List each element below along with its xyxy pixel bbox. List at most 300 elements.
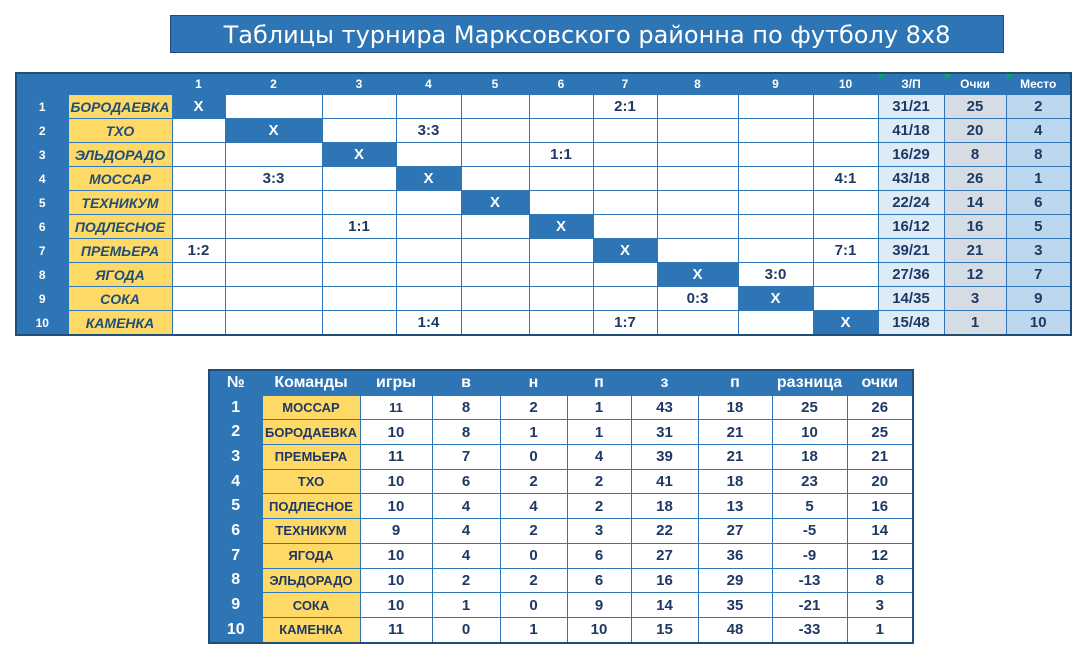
- standings-cell: 16: [847, 494, 913, 519]
- standings-cell: 11: [360, 395, 432, 420]
- cross-result-cell: 1:1: [322, 215, 396, 239]
- cross-result-cell: 3:3: [225, 167, 322, 191]
- standings-cell: -9: [772, 543, 847, 568]
- standings-cell: 1: [567, 395, 631, 420]
- cross-result-cell: [657, 239, 738, 263]
- cross-result-cell: [813, 95, 878, 119]
- cross-result-cell: 2:1: [593, 95, 657, 119]
- standings-cell: 0: [432, 617, 500, 642]
- standings-row: [209, 543, 913, 568]
- cross-place-cell: 8: [1006, 143, 1071, 167]
- cross-result-cell: [593, 191, 657, 215]
- standings-header-cell: очки: [847, 370, 913, 395]
- cross-result-cell: [225, 311, 322, 336]
- standings-header-cell: п: [698, 370, 772, 395]
- cross-diagonal-cell: X: [461, 191, 529, 215]
- cross-points-cell: 25: [944, 95, 1006, 119]
- standings-row: [209, 593, 913, 618]
- standings-cell: 21: [847, 445, 913, 470]
- cross-result-cell: [172, 287, 225, 311]
- cross-result-cell: [225, 287, 322, 311]
- cross-result-cell: [396, 239, 461, 263]
- cross-result-cell: [529, 287, 593, 311]
- cross-result-cell: [657, 311, 738, 336]
- cross-result-cell: [396, 287, 461, 311]
- standings-cell: 27: [698, 519, 772, 544]
- standings-cell: 2: [432, 568, 500, 593]
- cross-result-cell: [322, 311, 396, 336]
- standings-cell: 29: [698, 568, 772, 593]
- standings-team-name: ЭЛЬДОРАДО: [262, 568, 360, 593]
- cross-goals-cell: 16/12: [878, 215, 944, 239]
- cross-result-cell: [657, 191, 738, 215]
- cross-result-cell: [657, 143, 738, 167]
- cross-result-cell: [396, 95, 461, 119]
- standings-row: [209, 395, 913, 420]
- standings-team-name: ПРЕМЬЕРА: [262, 445, 360, 470]
- cross-result-cell: [322, 119, 396, 143]
- standings-cell: 21: [698, 420, 772, 445]
- standings-cell: 3: [567, 519, 631, 544]
- standings-cell: 2: [500, 395, 567, 420]
- cross-goals-cell: 31/21: [878, 95, 944, 119]
- cross-place-cell: 4: [1006, 119, 1071, 143]
- cross-result-cell: [172, 191, 225, 215]
- standings-cell: -5: [772, 519, 847, 544]
- cross-result-cell: [738, 119, 813, 143]
- cross-header-col-5: 5: [461, 73, 529, 95]
- cross-result-cell: [657, 119, 738, 143]
- cross-result-cell: [813, 191, 878, 215]
- standings-header-cell: в: [432, 370, 500, 395]
- standings-cell: 10: [360, 593, 432, 618]
- standings-cell: 1: [567, 420, 631, 445]
- standings-cell: 6: [567, 568, 631, 593]
- standings-team-name: ПОДЛЕСНОЕ: [262, 494, 360, 519]
- cross-result-cell: [396, 263, 461, 287]
- cross-header-col-8: 8: [657, 73, 738, 95]
- cross-diagonal-cell: X: [813, 311, 878, 336]
- standings-cell: 8: [432, 420, 500, 445]
- cross-diagonal-cell: X: [396, 167, 461, 191]
- cross-row: [16, 311, 1071, 336]
- cross-result-cell: [322, 191, 396, 215]
- cross-result-cell: 0:3: [657, 287, 738, 311]
- standings-cell: 13: [698, 494, 772, 519]
- standings-cell: 48: [698, 617, 772, 642]
- cross-header-goals: З/П: [878, 73, 944, 95]
- standings-team-name: ЯГОДА: [262, 543, 360, 568]
- cross-result-cell: [396, 143, 461, 167]
- standings-team-name: КАМЕНКА: [262, 617, 360, 642]
- cross-result-cell: 3:3: [396, 119, 461, 143]
- cross-result-cell: [322, 167, 396, 191]
- cross-result-cell: [738, 239, 813, 263]
- cross-diagonal-cell: X: [738, 287, 813, 311]
- cross-header-blank: [68, 73, 172, 95]
- standings-cell: 18: [631, 494, 698, 519]
- cross-place-cell: 1: [1006, 167, 1071, 191]
- standings-cell: 10: [360, 568, 432, 593]
- page-title: Таблицы турнира Марксовского районна по футболу 8x8: [170, 15, 1004, 53]
- cross-header-col-2: 2: [225, 73, 322, 95]
- cross-result-cell: [461, 167, 529, 191]
- cross-goals-cell: 39/21: [878, 239, 944, 263]
- standings-cell: 0: [500, 543, 567, 568]
- cross-team-name: ТЕХНИКУМ: [68, 191, 172, 215]
- standings-cell: 1: [847, 617, 913, 642]
- standings-cell: 25: [847, 420, 913, 445]
- cross-team-name: КАМЕНКА: [68, 311, 172, 336]
- cross-result-cell: [396, 191, 461, 215]
- standings-cell: 8: [432, 395, 500, 420]
- cross-result-cell: [529, 239, 593, 263]
- standings-cell: 23: [772, 469, 847, 494]
- standings-header-cell: з: [631, 370, 698, 395]
- cross-result-cell: [813, 215, 878, 239]
- standings-cell: -13: [772, 568, 847, 593]
- standings-cell: 11: [360, 617, 432, 642]
- standings-row: [209, 494, 913, 519]
- cross-result-cell: 3:0: [738, 263, 813, 287]
- cross-team-name: ТХО: [68, 119, 172, 143]
- cross-result-cell: 1:1: [529, 143, 593, 167]
- cross-result-cell: [225, 143, 322, 167]
- cross-row-number: 4: [16, 167, 68, 191]
- standings-cell: 27: [631, 543, 698, 568]
- standings-header-cell: Команды: [262, 370, 360, 395]
- cross-result-cell: [225, 95, 322, 119]
- standings-position: 4: [209, 469, 262, 494]
- cross-result-cell: [813, 287, 878, 311]
- cross-team-name: СОКА: [68, 287, 172, 311]
- cross-row-number: 7: [16, 239, 68, 263]
- cross-row-number: 8: [16, 263, 68, 287]
- cross-place-cell: 2: [1006, 95, 1071, 119]
- cross-team-name: ЭЛЬДОРАДО: [68, 143, 172, 167]
- cross-result-cell: [225, 239, 322, 263]
- cross-place-cell: 5: [1006, 215, 1071, 239]
- cross-result-cell: [813, 119, 878, 143]
- cross-result-cell: [225, 191, 322, 215]
- standings-cell: 15: [631, 617, 698, 642]
- cross-result-cell: [461, 239, 529, 263]
- cross-row: [16, 167, 1071, 191]
- standings-header-cell: разница: [772, 370, 847, 395]
- standings-cell: 41: [631, 469, 698, 494]
- standings-cell: 31: [631, 420, 698, 445]
- standings-cell: 43: [631, 395, 698, 420]
- cross-result-cell: [593, 119, 657, 143]
- standings-position: 5: [209, 494, 262, 519]
- cross-result-cell: [593, 263, 657, 287]
- standings-cell: 18: [698, 469, 772, 494]
- cross-header-col-10: 10: [813, 73, 878, 95]
- cross-result-cell: [529, 95, 593, 119]
- cross-goals-cell: 27/36: [878, 263, 944, 287]
- standings-header-cell: н: [500, 370, 567, 395]
- cross-row-number: 10: [16, 311, 68, 336]
- cross-result-cell: [225, 263, 322, 287]
- cross-diagonal-cell: X: [529, 215, 593, 239]
- cross-result-cell: [657, 215, 738, 239]
- cross-points-cell: 26: [944, 167, 1006, 191]
- cross-result-cell: [172, 143, 225, 167]
- standings-cell: 2: [567, 494, 631, 519]
- cross-result-cell: [172, 215, 225, 239]
- cross-row: [16, 215, 1071, 239]
- standings-cell: 4: [500, 494, 567, 519]
- standings-cell: 0: [500, 445, 567, 470]
- standings-cell: 1: [500, 617, 567, 642]
- cross-result-cell: [738, 167, 813, 191]
- standings-header-cell: игры: [360, 370, 432, 395]
- standings-position: 3: [209, 445, 262, 470]
- standings-cell: 4: [432, 494, 500, 519]
- cross-result-cell: [461, 263, 529, 287]
- standings-cell: 16: [631, 568, 698, 593]
- standings-cell: 9: [360, 519, 432, 544]
- cross-result-cell: [461, 143, 529, 167]
- standings-cell: 2: [500, 469, 567, 494]
- standings-header-cell: п: [567, 370, 631, 395]
- standings-cell: 3: [847, 593, 913, 618]
- cross-place-cell: 3: [1006, 239, 1071, 263]
- cross-row-number: 6: [16, 215, 68, 239]
- cross-points-cell: 16: [944, 215, 1006, 239]
- standings-team-name: СОКА: [262, 593, 360, 618]
- cross-diagonal-cell: X: [322, 143, 396, 167]
- standings-cell: 2: [500, 519, 567, 544]
- standings-cell: 2: [500, 568, 567, 593]
- cross-header-col-7: 7: [593, 73, 657, 95]
- cross-result-cell: 1:7: [593, 311, 657, 336]
- cross-result-cell: [529, 311, 593, 336]
- standings-cell: 21: [698, 445, 772, 470]
- standings-cell: 36: [698, 543, 772, 568]
- cross-points-cell: 14: [944, 191, 1006, 215]
- cross-diagonal-cell: X: [593, 239, 657, 263]
- standings-cell: 22: [631, 519, 698, 544]
- cross-row: [16, 119, 1071, 143]
- cross-result-cell: [322, 263, 396, 287]
- cross-points-cell: 3: [944, 287, 1006, 311]
- cross-result-cell: [225, 215, 322, 239]
- standings-row: [209, 420, 913, 445]
- standings-cell: 11: [360, 445, 432, 470]
- standings-cell: 6: [432, 469, 500, 494]
- cross-result-cell: [529, 119, 593, 143]
- cross-result-cell: [172, 311, 225, 336]
- standings-cell: 14: [847, 519, 913, 544]
- cross-result-cell: [172, 119, 225, 143]
- cross-diagonal-cell: X: [172, 95, 225, 119]
- cross-result-cell: [461, 119, 529, 143]
- standings-cell: 1: [500, 420, 567, 445]
- standings-cell: -21: [772, 593, 847, 618]
- cross-row-number: 2: [16, 119, 68, 143]
- cross-result-cell: [593, 287, 657, 311]
- cross-header-blank: [16, 73, 68, 95]
- cross-header-col-3: 3: [322, 73, 396, 95]
- cross-team-name: ЯГОДА: [68, 263, 172, 287]
- cross-result-cell: [461, 287, 529, 311]
- standings-table: [208, 369, 914, 644]
- standings-header-cell: №: [209, 370, 262, 395]
- standings-cell: -33: [772, 617, 847, 642]
- standings-cell: 18: [772, 445, 847, 470]
- cross-team-name: ПРЕМЬЕРА: [68, 239, 172, 263]
- cross-row-number: 3: [16, 143, 68, 167]
- standings-cell: 6: [567, 543, 631, 568]
- standings-row: [209, 617, 913, 642]
- cross-place-cell: 7: [1006, 263, 1071, 287]
- cross-result-cell: [396, 215, 461, 239]
- cross-result-cell: [813, 143, 878, 167]
- cross-result-cell: [593, 167, 657, 191]
- cross-header-col-4: 4: [396, 73, 461, 95]
- cross-result-cell: 4:1: [813, 167, 878, 191]
- cross-header-col-9: 9: [738, 73, 813, 95]
- standings-position: 10: [209, 617, 262, 642]
- cross-team-name: ПОДЛЕСНОЕ: [68, 215, 172, 239]
- cross-header-points: Очки: [944, 73, 1006, 95]
- standings-cell: 4: [567, 445, 631, 470]
- cross-team-name: БОРОДАЕВКА: [68, 95, 172, 119]
- cross-row: [16, 95, 1071, 119]
- cross-goals-cell: 14/35: [878, 287, 944, 311]
- cross-diagonal-cell: X: [657, 263, 738, 287]
- cross-goals-cell: 16/29: [878, 143, 944, 167]
- standings-team-name: БОРОДАЕВКА: [262, 420, 360, 445]
- cross-team-name: МОССАР: [68, 167, 172, 191]
- cross-goals-cell: 41/18: [878, 119, 944, 143]
- standings-cell: 20: [847, 469, 913, 494]
- cross-result-cell: [593, 143, 657, 167]
- standings-cell: 10: [360, 494, 432, 519]
- cross-row: [16, 239, 1071, 263]
- cross-result-cell: [461, 311, 529, 336]
- standings-cell: 10: [567, 617, 631, 642]
- cross-points-cell: 12: [944, 263, 1006, 287]
- standings-cell: 2: [567, 469, 631, 494]
- cross-result-cell: [738, 215, 813, 239]
- cross-result-cell: [322, 95, 396, 119]
- cross-points-cell: 21: [944, 239, 1006, 263]
- standings-row: [209, 519, 913, 544]
- standings-cell: 8: [847, 568, 913, 593]
- cross-place-cell: 10: [1006, 311, 1071, 336]
- standings-cell: 1: [432, 593, 500, 618]
- standings-cell: 5: [772, 494, 847, 519]
- cross-result-cell: [738, 191, 813, 215]
- standings-cell: 10: [360, 543, 432, 568]
- cross-points-cell: 8: [944, 143, 1006, 167]
- standings-cell: 10: [360, 420, 432, 445]
- standings-position: 1: [209, 395, 262, 420]
- cross-goals-cell: 43/18: [878, 167, 944, 191]
- cross-result-cell: [172, 263, 225, 287]
- cross-points-cell: 20: [944, 119, 1006, 143]
- cross-result-cell: [529, 191, 593, 215]
- standings-row: [209, 469, 913, 494]
- standings-position: 7: [209, 543, 262, 568]
- cross-result-cell: [657, 167, 738, 191]
- cross-result-cell: [738, 311, 813, 336]
- standings-position: 2: [209, 420, 262, 445]
- cross-row: [16, 191, 1071, 215]
- cross-row-number: 9: [16, 287, 68, 311]
- standings-position: 8: [209, 568, 262, 593]
- standings-cell: 18: [698, 395, 772, 420]
- standings-cell: 7: [432, 445, 500, 470]
- standings-cell: 14: [631, 593, 698, 618]
- cross-row-number: 5: [16, 191, 68, 215]
- standings-row: [209, 445, 913, 470]
- cross-result-cell: [813, 263, 878, 287]
- cross-goals-cell: 22/24: [878, 191, 944, 215]
- standings-cell: 39: [631, 445, 698, 470]
- standings-cell: 4: [432, 543, 500, 568]
- cross-row: [16, 263, 1071, 287]
- standings-cell: 35: [698, 593, 772, 618]
- cross-result-cell: 7:1: [813, 239, 878, 263]
- cross-diagonal-cell: X: [225, 119, 322, 143]
- cross-goals-cell: 15/48: [878, 311, 944, 336]
- cross-row: [16, 287, 1071, 311]
- standings-cell: 10: [360, 469, 432, 494]
- cross-result-cell: [593, 215, 657, 239]
- cross-result-cell: 1:4: [396, 311, 461, 336]
- standings-cell: 26: [847, 395, 913, 420]
- cross-row-number: 1: [16, 95, 68, 119]
- standings-position: 9: [209, 593, 262, 618]
- cross-result-cell: [657, 95, 738, 119]
- cross-header-place: Место: [1006, 73, 1071, 95]
- cross-header-col-1: 1: [172, 73, 225, 95]
- standings-team-name: ТЕХНИКУМ: [262, 519, 360, 544]
- standings-cell: 10: [772, 420, 847, 445]
- cross-result-cell: [322, 287, 396, 311]
- cross-result-cell: [738, 95, 813, 119]
- standings-cell: 0: [500, 593, 567, 618]
- cross-header-col-6: 6: [529, 73, 593, 95]
- cross-result-cell: 1:2: [172, 239, 225, 263]
- cross-result-cell: [461, 95, 529, 119]
- cross-place-cell: 6: [1006, 191, 1071, 215]
- standings-position: 6: [209, 519, 262, 544]
- standings-cell: 9: [567, 593, 631, 618]
- standings-cell: 25: [772, 395, 847, 420]
- standings-row: [209, 568, 913, 593]
- standings-cell: 12: [847, 543, 913, 568]
- cross-result-cell: [172, 167, 225, 191]
- cross-result-cell: [529, 167, 593, 191]
- standings-team-name: МОССАР: [262, 395, 360, 420]
- cross-result-cell: [738, 143, 813, 167]
- cross-table: [15, 72, 1072, 336]
- standings-header-row: [209, 370, 913, 395]
- standings-team-name: ТХО: [262, 469, 360, 494]
- cross-result-cell: [529, 263, 593, 287]
- cross-row: [16, 143, 1071, 167]
- cross-result-cell: [461, 215, 529, 239]
- standings-cell: 4: [432, 519, 500, 544]
- cross-place-cell: 9: [1006, 287, 1071, 311]
- cross-result-cell: [322, 239, 396, 263]
- cross-header-row: [16, 73, 1071, 95]
- cross-points-cell: 1: [944, 311, 1006, 336]
